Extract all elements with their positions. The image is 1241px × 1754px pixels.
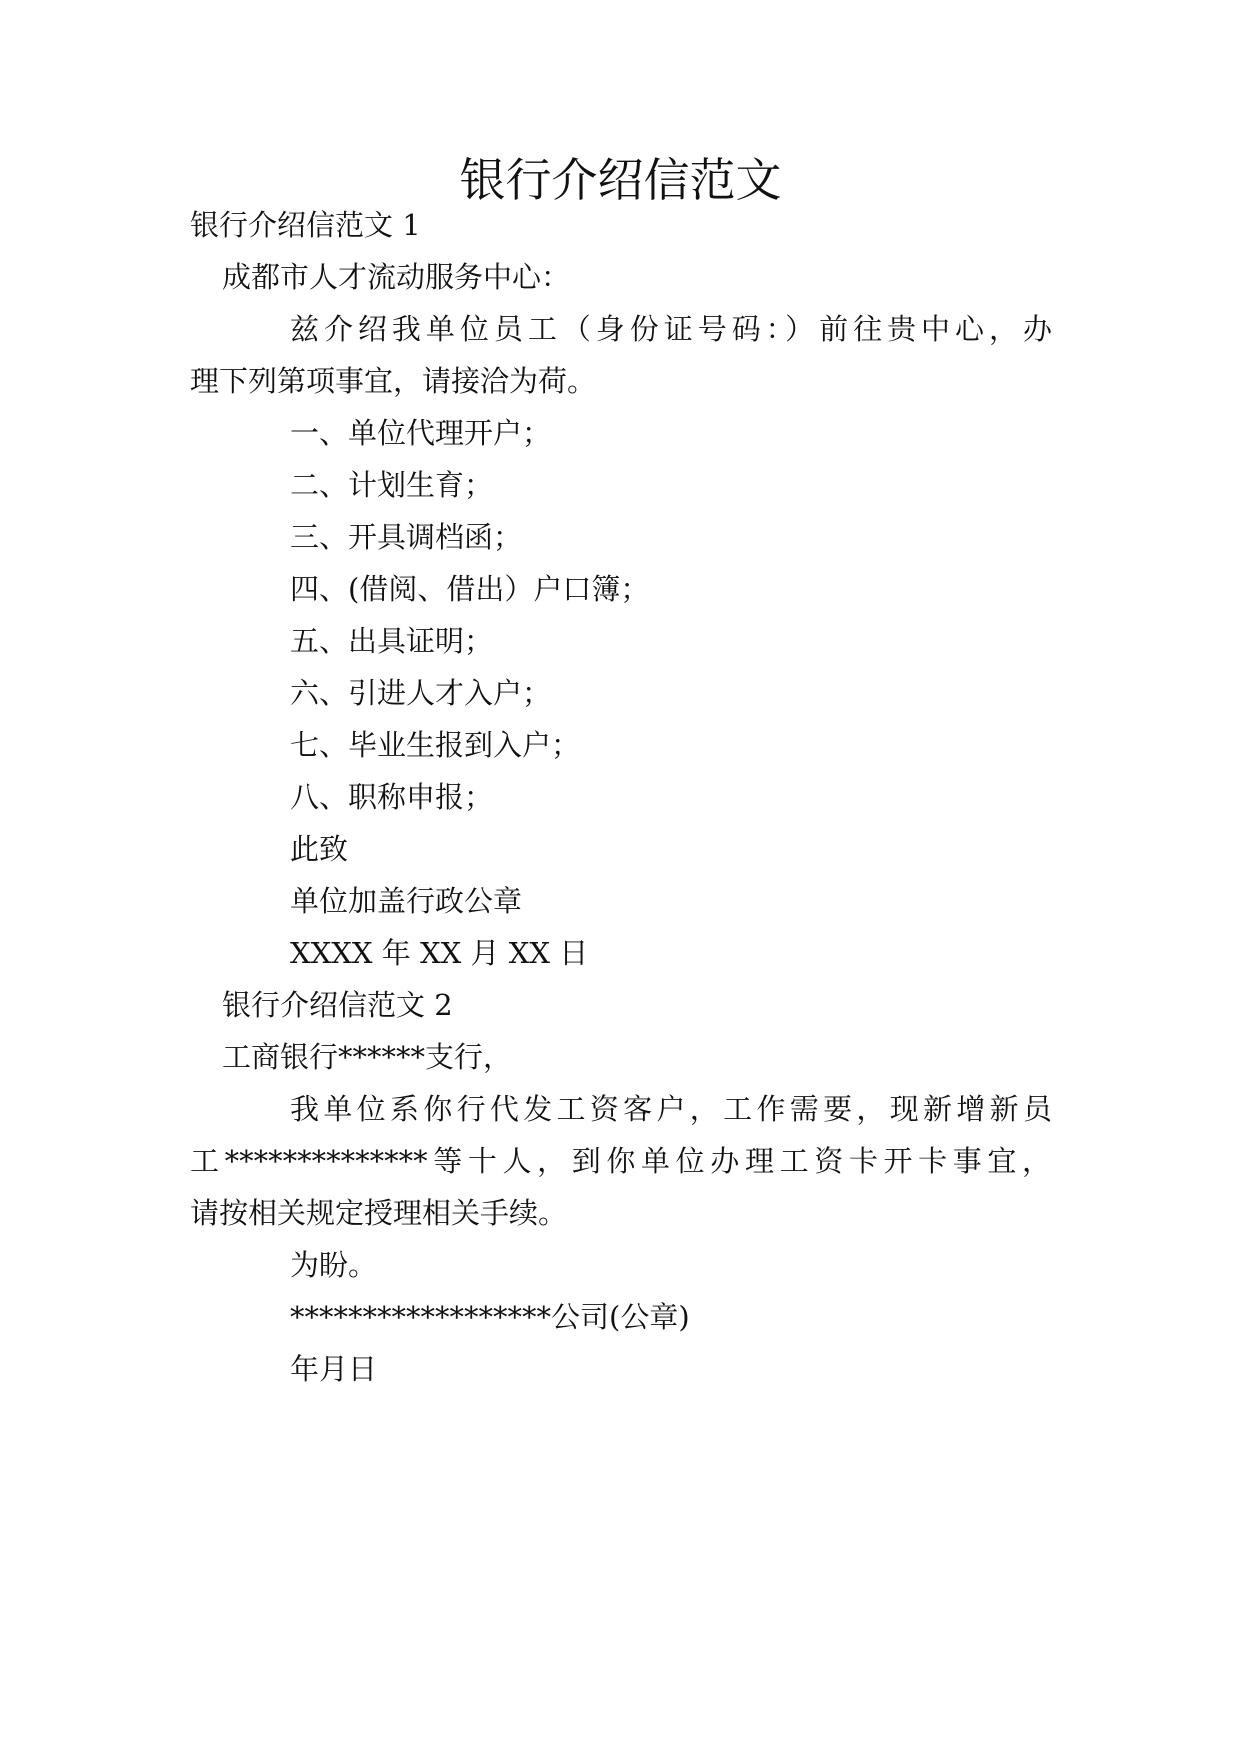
document-title: 银行介绍信范文 <box>459 153 782 207</box>
letter1-recipient: 成都市人才流动服务中心： <box>222 260 571 294</box>
letter2-heading: 银行介绍信范文 2 <box>222 988 453 1022</box>
letter1-date: XXXX 年 XX 月 XX 日 <box>290 936 589 970</box>
letter2-closing: 为盼。 <box>290 1248 378 1282</box>
letter2-company: ******************公司(公章) <box>290 1300 690 1334</box>
letter2-body-line-3: 请按相关规定授理相关手续。 <box>190 1196 568 1230</box>
letter1-closing: 此致 <box>290 832 349 866</box>
letter2-body-line-1: 我单位系你行代发工资客户，工作需要，现新增新员 <box>290 1092 1052 1126</box>
letter1-item-1: 一、单位代理开户； <box>290 416 552 450</box>
letter1-heading: 银行介绍信范文 1 <box>190 208 421 242</box>
letter1-item-2: 二、计划生育； <box>290 468 494 502</box>
letter1-item-5: 五、出具证明； <box>290 624 494 658</box>
letter2-recipient: 工商银行******支行， <box>222 1040 513 1074</box>
letter2-date: 年月日 <box>290 1352 378 1386</box>
letter2-body-line-2: 工**************等十人，到你单位办理工资卡开卡事宜， <box>190 1144 1051 1178</box>
letter1-item-4: 四、(借阅、借出）户口簿； <box>290 572 650 606</box>
letter1-item-3: 三、开具调档函； <box>290 520 523 554</box>
letter1-item-8: 八、职称申报； <box>290 780 494 814</box>
letter1-item-6: 六、引进人才入户； <box>290 676 552 710</box>
letter1-item-7: 七、毕业生报到入户； <box>290 728 581 762</box>
letter1-body-line-1: 兹介绍我单位员工（身份证号码：）前往贵中心，办 <box>290 312 1052 346</box>
letter1-seal: 单位加盖行政公章 <box>290 884 523 918</box>
letter1-body-line-2: 理下列第项事宜，请接洽为荷。 <box>190 364 597 398</box>
